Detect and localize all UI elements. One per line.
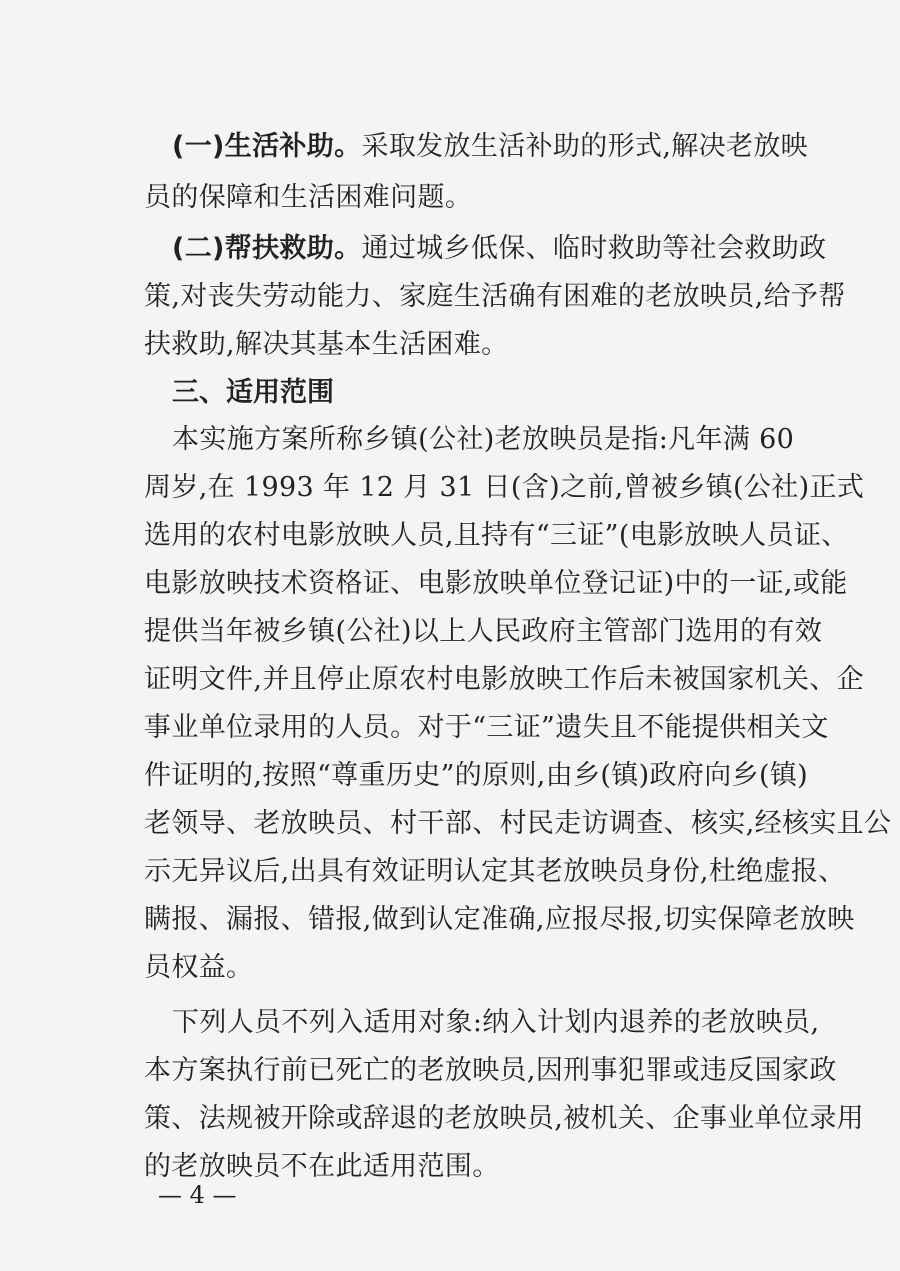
section3-heading: 三、适用范围 xyxy=(172,377,334,408)
section1-line1 xyxy=(172,132,832,162)
para1-line-12: 员权益。 xyxy=(144,952,254,983)
para2-line-1: 下列人员不列入适用对象:纳入计划内退养的老放映员, xyxy=(172,1007,820,1038)
section2-text: 通过城乡低保、临时救助等社会救助政 xyxy=(361,233,827,264)
para1-line-2: 周岁,在 1993 年 12 月 31 日(含)之前,曾被乡镇(公社)正式 xyxy=(144,472,865,503)
para1-line-1: 本实施方案所称乡镇(公社)老放映员是指:凡年满 60 xyxy=(172,424,795,455)
para1-line-11: 瞒报、漏报、错报,做到认定准确,应报尽报,切实保障老放映 xyxy=(144,904,855,935)
section1-text: 采取发放生活补助的形式,解决老放映 xyxy=(361,131,809,162)
para1-line-7: 事业单位录用的人员。对于“三证”遗失且不能提供相关文 xyxy=(144,712,829,743)
para2-line-2: 本方案执行前已死亡的老放映员,因刑事犯罪或违反国家政 xyxy=(144,1055,837,1086)
para1-line-10: 示无异议后,出具有效证明认定其老放映员身份,杜绝虚报、 xyxy=(144,856,846,887)
section2-line3: 扶救助,解决其基本生活困难。 xyxy=(144,329,509,360)
para1-line-6: 证明文件,并且停止原农村电影放映工作后未被国家机关、企 xyxy=(144,664,865,695)
para2-line-3: 策、法规被开除或辞退的老放映员,被机关、企事业单位录用 xyxy=(144,1103,865,1134)
para1-line-9: 老领导、老放映员、村干部、村民走访调查、核实,经核实且公 xyxy=(144,808,892,839)
para2-line-4: 的老放映员不在此适用范围。 xyxy=(144,1151,500,1182)
section2-line1 xyxy=(172,234,832,264)
section1-label: (一)生活补助。 xyxy=(172,131,362,162)
para1-line-8: 件证明的,按照“尊重历史”的原则,由乡(镇)政府向乡(镇) xyxy=(144,760,809,791)
page-number: — 4 — xyxy=(158,1181,237,1209)
section2-label: (二)帮扶救助。 xyxy=(172,233,362,264)
section1-line2: 员的保障和生活困难问题。 xyxy=(144,182,473,213)
para1-line-4: 电影放映技术资格证、电影放映单位登记证)中的一证,或能 xyxy=(144,568,848,599)
section2-line2: 策,对丧失劳动能力、家庭生活确有困难的老放映员,给予帮 xyxy=(144,281,846,312)
para1-line-3: 选用的农村电影放映人员,且持有“三证”(电影放映人员证、 xyxy=(144,520,849,551)
para1-line-5: 提供当年被乡镇(公社)以上人民政府主管部门选用的有效 xyxy=(144,616,823,647)
